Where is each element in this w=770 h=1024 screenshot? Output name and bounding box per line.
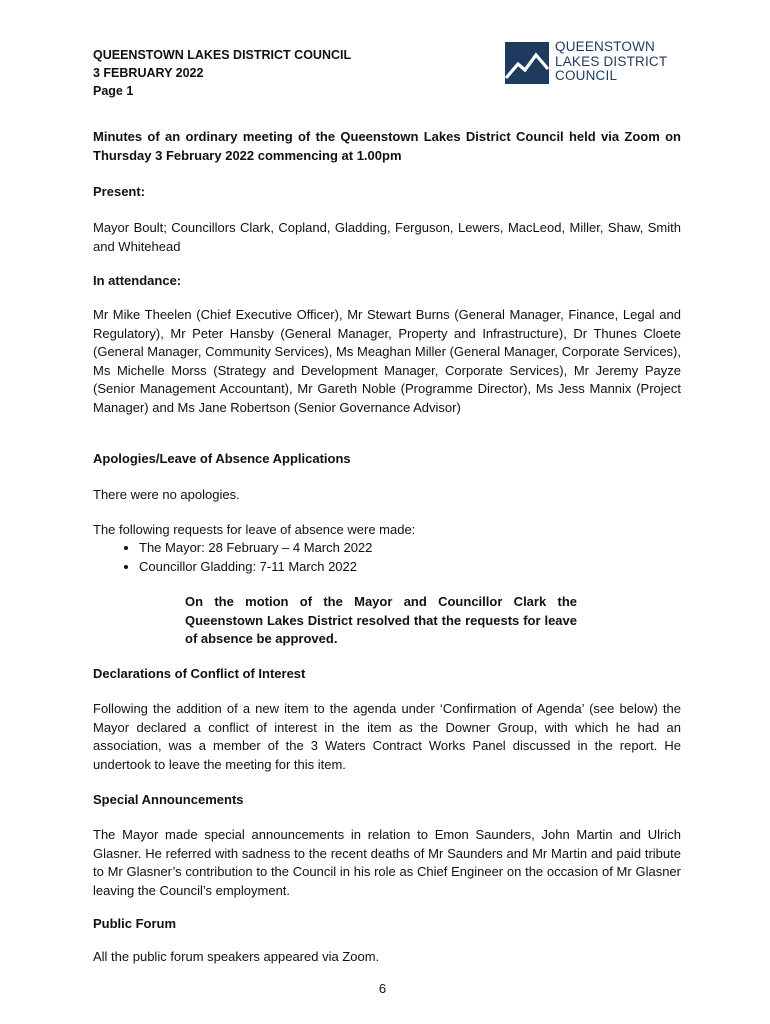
meeting-title: Minutes of an ordinary meeting of the Queenstown Lakes District Council held via Zoom on Thursday 3 February 2022 commencing at 1.00pm xyxy=(93,129,681,163)
attendance-heading: In attendance: xyxy=(93,273,182,288)
logo-line-1: QUEENSTOWN xyxy=(555,39,656,54)
page-number: 6 xyxy=(378,981,387,996)
document-header xyxy=(93,46,351,100)
logo-line-3: COUNCIL xyxy=(555,68,618,83)
conflict-heading: Declarations of Conflict of Interest xyxy=(93,666,306,681)
forum-heading: Public Forum xyxy=(93,916,177,931)
forum-text: All the public forum speakers appeared via Zoom. xyxy=(93,949,380,964)
list-item: • The Mayor: 28 February – 4 March 2022 xyxy=(139,539,372,558)
logo-wordmark xyxy=(555,40,667,84)
present-heading: Present: xyxy=(93,184,146,199)
mountains-icon xyxy=(505,42,549,84)
conflict-text: Following the addition of a new item to the agenda under ‘Confirmation of Agenda’ (see below) the Mayor declared a conflict of interest in the item as the Downer Group, with which he had an association, was a member of the 3 Waters Contract Works Panel discussed in the report. He undertook to leave the meeting for this item. xyxy=(93,701,681,772)
list-item: • Councillor Gladding: 7-11 March 2022 xyxy=(139,558,372,577)
leave-motion-resolution: On the motion of the Mayor and Councillor Clark the Queenstown Lakes District resolved that the requests for leave of absence be approved. xyxy=(185,594,577,646)
logo-line-2: LAKES DISTRICT xyxy=(555,53,668,69)
header-council-name: QUEENSTOWN LAKES DISTRICT COUNCIL xyxy=(93,48,352,62)
announcements-text: The Mayor made special announcements in relation to Emon Saunders, John Martin and Ulrich Glasner. He referred with sadness to the recent deaths of Mr Saunders and Mr Martin and paid tribute to Mr Glasner’s contribution to the Council in his role as Chief Engineer on the occasion of Mr Glasner leaving the Council’s employment. xyxy=(93,827,681,898)
leave-requests-list xyxy=(93,539,372,576)
header-date: 3 FEBRUARY 2022 xyxy=(93,66,204,80)
apologies-heading: Apologies/Leave of Absence Applications xyxy=(93,451,351,466)
council-logo xyxy=(505,40,690,88)
header-page: Page 1 xyxy=(93,84,134,98)
apologies-text: There were no apologies. xyxy=(93,487,240,502)
announcements-heading: Special Announcements xyxy=(93,792,244,807)
leave-requests-intro: The following requests for leave of absence were made: xyxy=(93,522,416,537)
attendance-text: Mr Mike Theelen (Chief Executive Officer), Mr Stewart Burns (General Manager, Finance, Legal and Regulatory), Mr Peter Hansby (General Manager, Property and Infrastructure), Dr Thunes Cloete (General Manager, Community Services), Ms Meaghan Miller (General Manager, Corporate Services), Ms Michelle Morss (Strategy and Development Manager, Corporate Services), Mr Jeremy Payze (Senior Management Accountant), Mr Gareth Noble (Programme Director), Ms Jess Mannix (Project Manager) and Ms Jane Robertson (Senior Governance Advisor) xyxy=(93,307,681,415)
present-text: Mayor Boult; Councillors Clark, Copland, Gladding, Ferguson, Lewers, MacLeod, Miller, Shaw, Smith and Whitehead xyxy=(93,220,681,254)
